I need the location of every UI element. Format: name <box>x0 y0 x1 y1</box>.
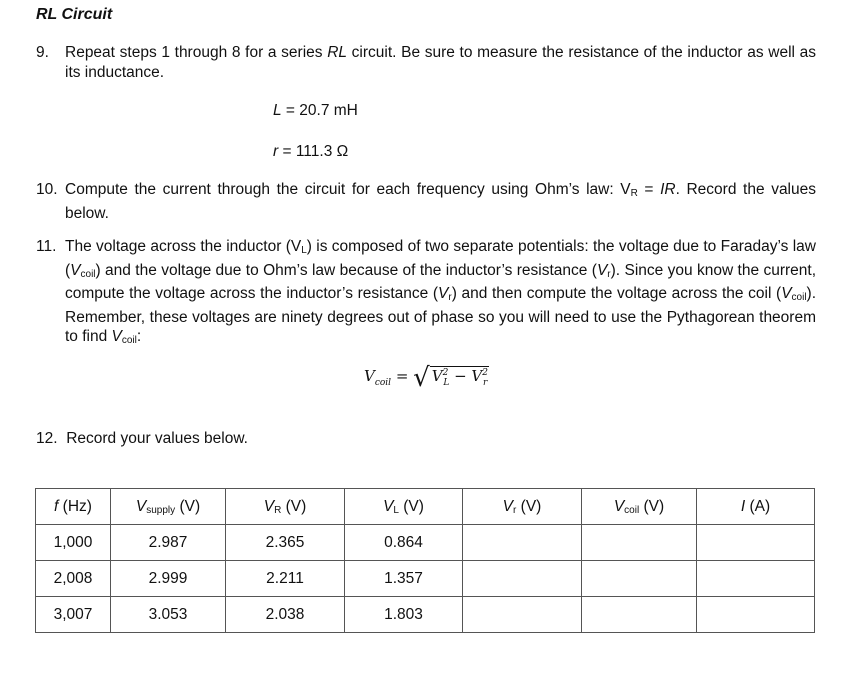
header-v-ri-sub: r <box>513 504 517 516</box>
step-11-v-r-a: V <box>596 261 608 279</box>
step-11-sub-coil-c: coil <box>121 335 137 346</box>
cell-frequency: 1,000 <box>36 525 111 561</box>
step-10-number: 10. <box>36 181 58 198</box>
header-i-unit: (A) <box>745 497 771 515</box>
formula-lhs: V <box>364 367 375 385</box>
step-9-text-a: Repeat steps 1 through 8 for a series <box>65 44 328 61</box>
step-11-number: 11. <box>36 238 57 255</box>
step-11-s3: ) and the voltage due to Ohm’s law because of the inductor’s resistance ( <box>95 261 597 279</box>
cell-v-coil[interactable] <box>582 561 697 597</box>
step-11-sub-r-a: r <box>607 268 611 280</box>
formula-radicand <box>430 366 490 388</box>
header-v-r-sub: R <box>274 504 282 516</box>
cell-current[interactable] <box>697 561 815 597</box>
cell-v-l: 1.803 <box>345 597 463 633</box>
table-row <box>36 525 815 561</box>
formula-equals: = <box>391 367 414 385</box>
inductance-number: = 20.7 mH <box>281 102 358 119</box>
formula-t2-sup: 2 <box>482 368 488 378</box>
pythagorean-formula <box>364 358 489 393</box>
step-11-sub-coil-b: coil <box>791 292 807 303</box>
header-v-r-resistor <box>226 489 345 525</box>
inductance-value <box>273 102 358 120</box>
step-11-sub-l: L <box>301 245 307 256</box>
step-11-v-coil-c: V <box>111 328 122 345</box>
header-v-supply-symbol: V <box>135 497 147 515</box>
step-10-ir: IR <box>660 181 676 198</box>
formula-minus: − <box>449 367 472 385</box>
header-v-ri-symbol: V <box>502 497 514 515</box>
header-v-r-inductor <box>463 489 582 525</box>
header-i-symbol: I <box>740 497 746 515</box>
header-v-l-symbol: V <box>383 497 394 515</box>
step-10-text <box>65 180 816 223</box>
header-f-unit: (Hz) <box>58 497 92 515</box>
cell-v-l: 0.864 <box>345 525 463 561</box>
step-12 <box>36 430 248 448</box>
header-v-coil-unit: (V) <box>639 497 665 515</box>
cell-v-coil[interactable] <box>582 597 697 633</box>
header-frequency <box>36 489 111 525</box>
header-v-coil-symbol: V <box>613 497 625 515</box>
formula-t1-sup: 2 <box>442 368 449 378</box>
formula-t1-sub: L <box>443 378 450 388</box>
step-11-s5: ) and then compute the voltage across the coil ( <box>451 285 782 302</box>
step-12-text: Record your values below. <box>66 430 248 447</box>
step-9 <box>36 43 816 82</box>
step-10 <box>36 180 816 223</box>
step-11-v-coil-b: V <box>781 285 792 302</box>
step-10-text-c: . Record the values below. <box>65 181 816 222</box>
cell-v-supply: 2.987 <box>111 525 226 561</box>
resistance-number: = 111.3 Ω <box>278 143 349 160</box>
step-11-v-r-b: V <box>438 285 449 302</box>
step-10-text-b: = <box>637 181 661 198</box>
cell-v-l: 1.357 <box>345 561 463 597</box>
header-v-ri-unit: (V) <box>516 497 542 515</box>
step-10-text-a: Compute the current through the circuit for each frequency using Ohm’s law: V <box>65 181 631 198</box>
step-11-sub-coil-a: coil <box>80 268 96 280</box>
header-v-r-unit: (V) <box>281 497 307 515</box>
header-v-l-unit: (V) <box>398 497 424 515</box>
step-12-number: 12. <box>36 430 58 447</box>
formula-t2: V <box>471 367 483 385</box>
inductance-symbol: L <box>273 102 282 119</box>
step-11-text <box>65 237 816 351</box>
header-current <box>697 489 815 525</box>
cell-v-r-inductor[interactable] <box>463 561 582 597</box>
step-11-s1: The voltage across the inductor (V <box>65 238 302 255</box>
cell-v-r: 2.365 <box>226 525 345 561</box>
cell-v-coil[interactable] <box>582 525 697 561</box>
resistance-symbol: r <box>273 143 279 160</box>
table-header-row <box>36 489 815 525</box>
section-heading: RL Circuit <box>36 6 113 23</box>
header-v-supply-sub: supply <box>146 504 176 516</box>
header-v-coil <box>582 489 697 525</box>
sqrt-icon: √ <box>413 363 430 393</box>
formula-t2-sub: r <box>483 378 488 388</box>
step-11-s6: ). Remember, these voltages are ninety degrees out of phase so you will need to use the Pythagorean theorem to find <box>65 285 817 345</box>
header-v-l-sub: L <box>393 504 399 516</box>
step-9-rl: RL <box>327 44 348 61</box>
cell-frequency: 3,007 <box>36 597 111 633</box>
cell-frequency: 2,008 <box>36 561 111 597</box>
header-f-symbol: f <box>54 497 59 515</box>
values-table <box>35 488 815 633</box>
header-v-supply <box>111 489 226 525</box>
formula-t1: V <box>431 367 443 385</box>
step-11-s7: : <box>136 328 142 345</box>
step-11 <box>36 237 816 351</box>
step-10-sub-r: R <box>630 188 638 199</box>
step-11-s2: ) is composed of two separate potentials: the voltage due to Faraday’s law ( <box>65 238 816 279</box>
step-9-text <box>65 43 816 82</box>
table-row <box>36 597 815 633</box>
table-row <box>36 561 815 597</box>
formula-lhs-sub: coil <box>374 378 392 388</box>
cell-current[interactable] <box>697 525 815 561</box>
cell-v-r-inductor[interactable] <box>463 525 582 561</box>
resistance-value <box>273 143 348 161</box>
cell-v-r-inductor[interactable] <box>463 597 582 633</box>
step-11-v-coil-a: V <box>70 261 81 279</box>
cell-v-r: 2.038 <box>226 597 345 633</box>
cell-current[interactable] <box>697 597 815 633</box>
step-11-s4: ). Since you know the current, compute the voltage across the inductor’s resistance ( <box>65 261 816 302</box>
cell-v-supply: 3.053 <box>111 597 226 633</box>
header-v-l <box>345 489 463 525</box>
step-9-text-b: circuit. Be sure to measure the resistance of the inductor as well as its inductance. <box>65 44 816 81</box>
header-v-coil-sub: coil <box>624 504 640 516</box>
cell-v-supply: 2.999 <box>111 561 226 597</box>
step-9-number: 9. <box>36 44 49 61</box>
step-11-sub-r-b: r <box>448 292 452 303</box>
cell-v-r: 2.211 <box>226 561 345 597</box>
header-v-r-symbol: V <box>263 497 275 515</box>
header-v-supply-unit: (V) <box>175 497 201 515</box>
